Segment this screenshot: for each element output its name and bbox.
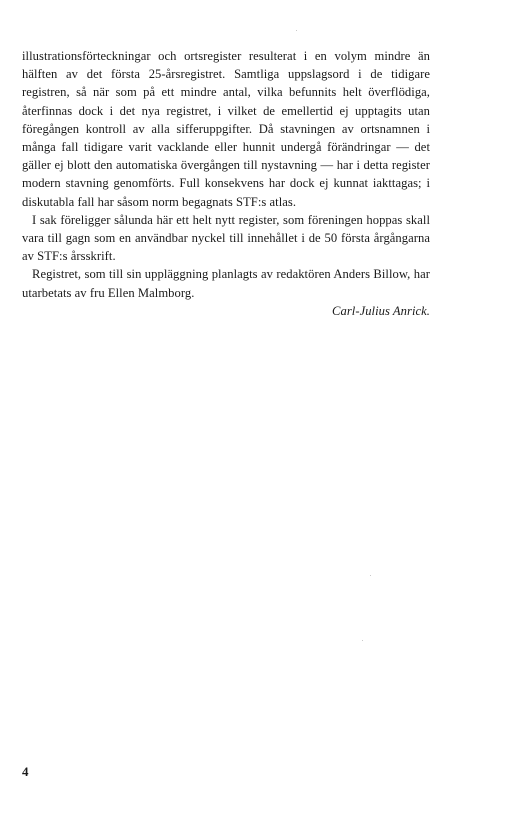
scan-speck [362,640,363,641]
paragraph-2: I sak föreligger sålunda här ett helt nytt register, som föreningen hoppas skall vara till gagn som en användbar nyckel till innehållet i de 50 första årgångarna av STF:s årsskrift. [22,212,430,264]
paragraph-3: Registret, som till sin uppläggning planlagts av redaktören Anders Billow, har utarbetats av fru Ellen Malmborg. [22,267,430,300]
body-text [22,47,430,320]
scan-speck [296,30,297,31]
paragraph-1: illustrationsförteckningar och ortsregister resulterat i en volym mindre än hälften av det första 25-årsregistret. Samtliga uppslagsord i de tidigare registren, så när som på ett mindre antal, vilka befunnits helt överflödiga, återfinnas dock i det nya registret, i vilket de emellertid ej upptagits utan föregången kontroll av alla sifferuppgifter. Då stavningen av ortsnamnen i många fall tidigare varit vacklande eller hunnit undergå förändringar — det gäller ej blott den automatiska övergången till nystavning — har i detta register modern stavning genomförts. Full konsekvens har dock ej kunnat iakttagas; i diskutabla fall har såsom norm begagnats STF:s atlas. [22,49,430,209]
scan-speck [370,575,371,576]
author-signature: Carl-Julius Anrick. [332,303,430,318]
page-number: 4 [22,764,29,779]
